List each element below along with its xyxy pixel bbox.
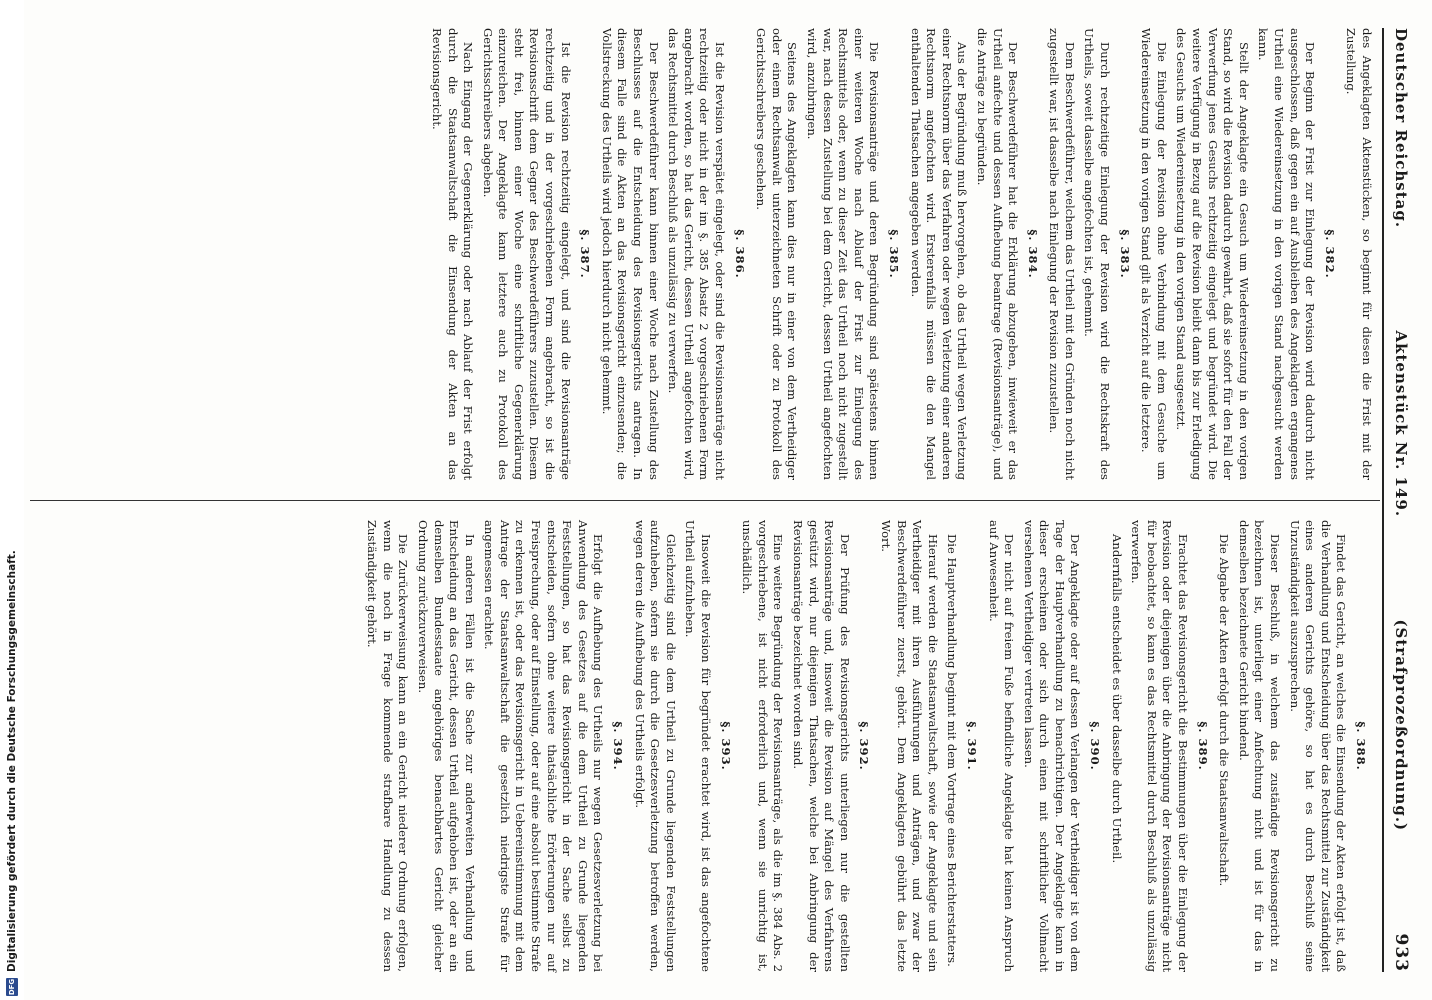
paragraph: Andernfalls entscheidet es über dasselbe durch Urtheil. — [1109, 534, 1124, 864]
section-heading: §. 386. — [732, 229, 747, 279]
digitization-credit: Digitalisierung gefördert durch die Deutsche Forschungsgemeinschaft. — [6, 550, 18, 972]
paragraph: des Angeklagten Aktenstücken, so beginnt für diesen die Frist mit der Zustellung. — [1344, 28, 1374, 480]
section-heading: §. 393. — [718, 721, 733, 771]
left-column — [424, 28, 1374, 480]
header-right: (Strafprozeßordnung.) — [1392, 619, 1410, 832]
header-rule — [1382, 28, 1384, 972]
paragraph: Nach Eingang der Gegenerklärung oder nach Ablauf der Frist erfolgt durch die Staatsanwaltschaft die Einsendung der Akten an das Revisionsgericht. — [429, 28, 476, 480]
header-center: Aktenstück Nr. 149. — [1392, 330, 1410, 518]
paragraph: Ist die Revision rechtzeitig eingelegt, und sind die Revisionsanträge rechtzeitig und in der vorgeschriebenen Form angebracht, so ist die Revisionsschrift dem Gegner des Beschwerdeführers zuzustellen. Diesem steht frei, binnen einer Woche eine schriftliche Gegenerklärung einzureichen. Der Angeklagte kann letztere auch zu Protokoll des Gerichtsschreibers abgeben. — [480, 28, 573, 480]
column-divider — [30, 500, 1380, 501]
section-heading: §. 384. — [1025, 229, 1040, 279]
paragraph: In anderen Fällen ist die Sache zur anderweiten Verhandlung und Entscheidung an das Gericht, dessen Urtheil aufgehoben ist, oder an ein demselben Bundesstaate angehöriges benachbartes Gericht gleicher Ordnung zurückzuverweisen. — [415, 520, 477, 972]
paragraph: Die Hauptverhandlung beginnt mit dem Vortrage eines Berichterstatters. — [945, 534, 960, 967]
paragraph: Der Angeklagte oder auf dessen Verlangen der Vertheidiger ist von dem Tage der Hauptverhandlung zu benachrichtigen. Der Angeklagte kann in dieser erscheinen oder sich durch einen mit schriftlicher Vollmacht versehenen Vertheidiger vertreten lassen. — [1021, 520, 1083, 972]
paragraph: Dieser Beschluß, in welchem das zuständige Revisionsgericht zu bezeichnen ist, unterliegt einer Anfechtung nicht und ist für das in demselben bezeichnete Gericht bindend. — [1236, 520, 1283, 972]
section-heading: §. 391. — [964, 721, 979, 771]
digitization-sidebar — [0, 0, 24, 1000]
paragraph: Durch rechtzeitige Einlegung der Revision wird die Rechtskraft des Urtheils, soweit dasselbe angefochten ist, gehemmt. — [1082, 28, 1113, 480]
page-header — [1388, 28, 1414, 972]
section-heading: §. 385. — [886, 229, 901, 279]
paragraph: Die Abgabe der Akten erfolgt durch die Staatsanwaltschaft. — [1217, 534, 1232, 887]
section-heading: §. 390. — [1088, 721, 1103, 771]
dfg-logo-icon: DFG — [8, 978, 16, 996]
paragraph: Die Einlegung der Revision ohne Verbindung mit dem Gesuche um Wiedereinsetzung in den vorigen Stand gilt als Verzicht auf die letztere. — [1139, 28, 1169, 480]
section-heading: §. 382. — [1322, 229, 1337, 279]
paragraph: Erachtet das Revisionsgericht die Bestimmungen über die Einlegung der Revision oder diejenigen über die Anbringung der Revisionsanträge nicht für beobachtet, so kann es das Rechtsmittel durch Beschluß als unzulässig verwerfen. — [1129, 520, 1191, 972]
paragraph: Eine weitere Begründung der Revisionsanträge, als die im §. 384 Abs. 2 vorgeschriebene, ist nicht erforderlich und, wenn sie unrichtig ist, unschädlich. — [740, 520, 786, 972]
paragraph: Insoweit die Revision für begründet erachtet wird, ist das angefochtene Urtheil aufzuheben. — [683, 520, 714, 972]
paragraph: Erfolgt die Aufhebung des Urtheils nur wegen Gesetzesverletzung bei Anwendung des Gesetzes auf die dem Urtheil zu Grunde liegenden Feststellungen, so hat das Revisionsgericht in der Sache selbst zu entscheiden, sofern ohne weitere thatsächliche Erörterungen nur auf Freisprechung, oder auf Einstellung, oder auf eine absolut bestimmte Strafe zu erkennen ist, oder das Revisionsgericht in Uebereinstimmung mit dem Antrage der Staatsanwaltschaft die gesetzlich niedrigste Strafe für angemessen erachtet. — [482, 520, 606, 972]
header-left: Deutscher Reichstag. — [1392, 28, 1410, 229]
section-heading: §. 394. — [611, 721, 626, 771]
paragraph: Der Beginn der Frist zur Einlegung der Revision wird dadurch nicht ausgeschlossen, daß gegen ein auf Ausbleiben des Angeklagten ergangenes Urtheil eine Wiedereinsetzung in den vorigen Stand nachgesucht werden kann. — [1256, 28, 1318, 480]
paragraph: Der Beschwerdeführer hat die Erklärung abzugeben, inwieweit er das Urtheil anfechte und dessen Aufhebung beantrage (Revisionsanträge), und die Anträge zu begründen. — [974, 28, 1021, 480]
paragraph: Die Zurückverweisung kann an ein Gericht niederer Ordnung erfolgen, wenn die noch in Frage kommende strafbare Handlung zu dessen Zuständigkeit gehört. — [365, 520, 411, 972]
paragraph: Der nicht auf freiem Fuße befindliche Angeklagte hat keinen Anspruch auf Anwesenheit. — [986, 520, 1017, 972]
section-heading: §. 392. — [857, 721, 872, 771]
paragraph: Gleichzeitig sind die dem Urtheil zu Grunde liegenden Feststellungen aufzuheben, sofern sie durch die Gesetzesverletzung betroffen werden, wegen deren die Aufhebung des Urtheils erfolgt. — [632, 520, 678, 972]
section-heading: §. 388. — [1354, 721, 1368, 771]
paragraph: Der Prüfung des Revisionsgerichts unterliegen nur die gestellten Revisionsanträge und, insoweit die Revision auf Mängel des Verfahrens gestützt wird, nur diejenigen Thatsachen, welche bei Anbringung der Revisionsanträge bezeichnet worden sind. — [791, 520, 852, 972]
paragraph: Stellt der Angeklagte ein Gesuch um Wiedereinsetzung in den vorigen Stand, so wird die Revision dadurch gewahrt, daß sie sofort für den Fall der Verwerfung jenes Gesuchs rechtzeitig eingelegt und begründet wird. Die weitere Verfügung in Bezug auf die Revision bleibt dann bis zur Erledigung des Gesuchs um Wiedereinsetzung in den vorigen Stand ausgesetzt. — [1174, 28, 1251, 480]
paragraph: Aus der Begründung muß hervorgehen, ob das Urtheil wegen Verletzung einer Rechtsnorm über das Verfahren oder wegen Verletzung einer anderen Rechtsnorm angefochten wird. Ersterenfalls müssen die den Mangel enthaltenden Thatsachen angegeben werden. — [908, 28, 970, 480]
section-heading: §. 387. — [578, 229, 593, 279]
paragraph: Ist die Revision verspätet eingelegt, oder sind die Revisionsanträge nicht rechtzeitig oder nicht in der im §. 385 Absatz 2 vorgeschriebenen Form angebracht worden, so hat das Gericht, dessen Urtheil angefochten wird, das Rechtsmittel durch Beschluß als unzulässig zu verwerfen. — [666, 28, 728, 480]
right-column — [360, 520, 1374, 972]
paragraph: Der Beschwerdeführer kann binnen einer Woche nach Zustellung des Beschlusses auf die Entscheidung des Revisionsgerichts antragen. In diesem Falle sind die Akten an das Revisionsgericht einzusenden; die Vollstreckung des Urtheils wird jedoch hierdurch nicht gehemmt. — [599, 28, 661, 480]
paragraph: Findet das Gericht, an welches die Einsendung der Akten erfolgt ist, daß die Verhandlung und Entscheidung über das Rechtsmittel zur Zuständigkeit eines anderen Gerichts gehöre, so hat es durch Beschluß seine Unzuständigkeit auszusprechen. — [1287, 520, 1349, 972]
paragraph: Dem Beschwerdeführer, welchem das Urtheil mit den Gründen noch nicht zugestellt war, ist dasselbe nach Einlegung der Revision zuzustellen. — [1047, 28, 1077, 480]
paragraph: Seitens des Angeklagten kann dies nur in einer von dem Vertheidiger oder einem Rechtsanwalt unterzeichneten Schrift oder zu Protokoll des Gerichtsschreibers geschehen. — [754, 28, 800, 480]
paragraph: Die Revisionsanträge und deren Begründung sind spätestens binnen einer weiteren Woche nach Ablauf der Frist zur Einlegung des Rechtsmittels oder, wenn zu dieser Zeit das Urtheil noch nicht zugestellt war, nach dessen Zustellung bei dem Gericht, dessen Urtheil angefochten wird, anzubringen. — [805, 28, 882, 480]
page-number: 933 — [1391, 933, 1411, 972]
paragraph: Hierauf werden die Staatsanwaltschaft, sowie der Angeklagte und sein Vertheidiger mit ihren Ausführungen und Anträgen, und zwar der Beschwerdeführer zuerst, gehört. Dem Angeklagten gebührt das letzte Wort. — [878, 520, 940, 972]
section-heading: §. 383. — [1117, 229, 1132, 279]
section-heading: §. 389. — [1195, 721, 1210, 771]
